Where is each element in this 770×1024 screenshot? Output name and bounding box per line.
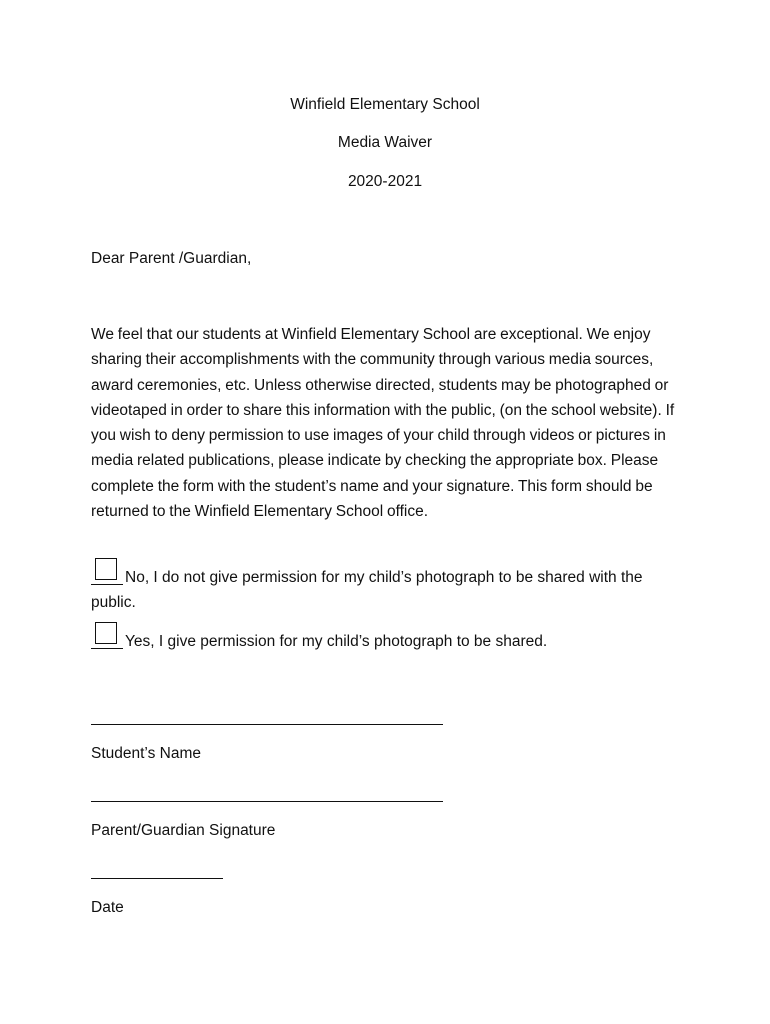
checkbox-no-permission[interactable] (91, 564, 123, 585)
signature-line[interactable] (91, 801, 443, 802)
document-title: Media Waiver (337, 134, 433, 151)
salutation: Dear Parent /Guardian, (91, 250, 252, 267)
school-year: 2020-2021 (347, 173, 423, 190)
checkbox-yes-permission[interactable] (91, 628, 123, 649)
checkbox-box-icon (95, 558, 117, 580)
date-label: Date (91, 899, 124, 916)
school-name: Winfield Elementary School (290, 96, 480, 113)
option-no-permission[interactable] (91, 564, 691, 615)
student-name-line[interactable] (91, 724, 443, 725)
option-yes-label: Yes, I give permission for my child’s photograph to be shared. (125, 633, 548, 650)
checkbox-box-icon (95, 622, 117, 644)
option-no-label: No, I do not give permission for my child’s photograph to be shared with the public. (91, 569, 643, 611)
body-paragraph: We feel that our students at Winfield Elementary School are exceptional. We enjoy sharing their accomplishments with the community through various media sources, award ceremonies, etc. Unless otherwise directed, students may be photographed or videotaped in order to share this information with the public, (on the school website). If you wish to deny permission to use images of your child through videos or pictures in media related publications, please indicate by checking the appropriate box. Please complete the form with the student’s name and your signature. This form should be returned to the Winfield Elementary School office. (91, 326, 675, 521)
signature-label: Parent/Guardian Signature (91, 822, 276, 839)
student-name-label: Student’s Name (91, 745, 201, 762)
option-yes-permission[interactable] (91, 628, 691, 654)
date-line[interactable] (91, 878, 223, 879)
